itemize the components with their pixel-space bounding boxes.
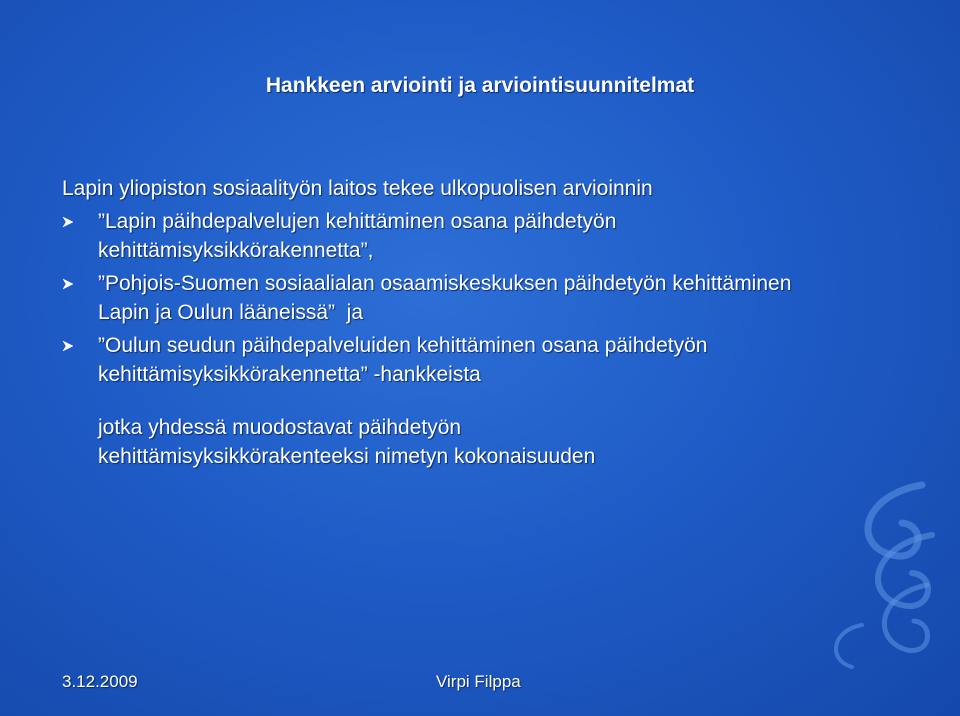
arrow-bullet-icon	[62, 278, 74, 290]
bullet-line: Lapin ja Oulun lääneissä” ja	[98, 301, 364, 324]
bullet-item	[62, 269, 922, 327]
closing-line: kehittämisyksikkörakenteeksi nimetyn kokonaisuuden	[98, 445, 596, 468]
footer-date: 3.12.2009	[62, 672, 138, 691]
arrow-bullet-icon	[62, 216, 74, 228]
closing-line: jotka yhdessä muodostavat päihdetyön	[98, 416, 462, 439]
swirl-decoration-icon	[802, 455, 942, 685]
intro-text: Lapin yliopiston sosiaalityön laitos tekee ulkopuolisen arvioinnin	[62, 177, 653, 200]
bullet-line: kehittämisyksikkörakennetta” -hankkeista	[98, 363, 481, 386]
bullet-line: kehittämisyksikkörakennetta”,	[98, 239, 374, 262]
closing-text	[62, 413, 922, 471]
bullet-item	[62, 331, 922, 389]
bullet-line: ”Lapin päihdepalvelujen kehittäminen osana päihdetyön	[98, 210, 617, 233]
footer-author: Virpi Filppa	[436, 672, 521, 691]
bullet-line: ”Pohjois-Suomen sosiaalialan osaamiskeskuksen päihdetyön kehittäminen	[98, 272, 792, 295]
arrow-bullet-icon	[62, 340, 74, 352]
slide-content	[62, 174, 922, 471]
slide-title: Hankkeen arviointi ja arviointisuunnitelmat	[265, 74, 695, 97]
bullet-line: ”Oulun seudun päihdepalveluiden kehittäminen osana päihdetyön	[98, 334, 708, 357]
bullet-item	[62, 207, 922, 265]
